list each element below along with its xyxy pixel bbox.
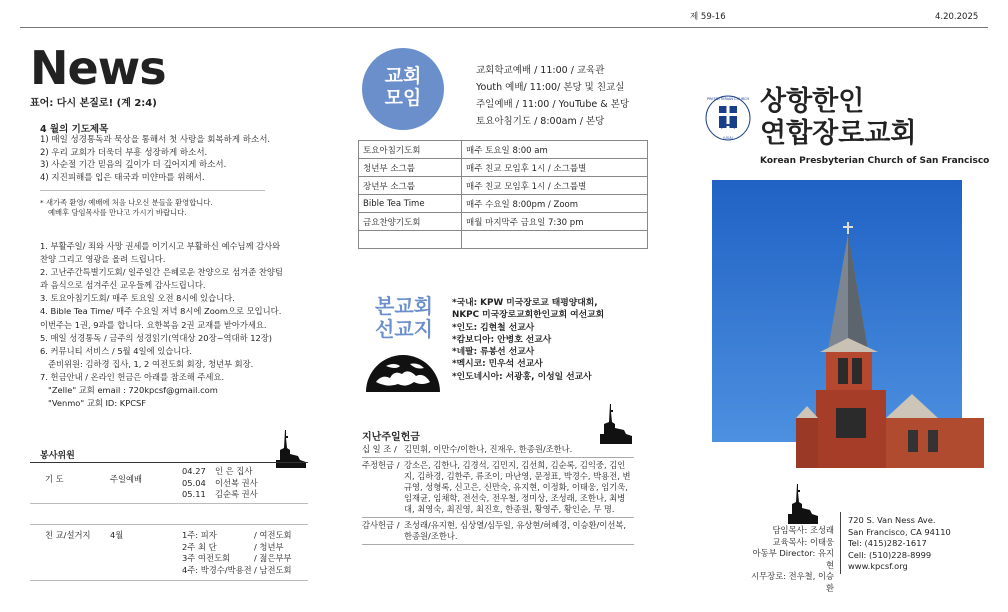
staff-item: 담임목사: 조성래 xyxy=(772,525,834,535)
seal-text: PRESBYTERIAN CHURCH xyxy=(706,97,750,101)
serve-row: 1주: 피자 / 여전도회 xyxy=(182,530,292,540)
announcement-line: 준비위원: 김하경 집사, 1, 2 여전도회 회장, 청년부 회장. xyxy=(48,358,254,369)
meeting-schedule-table xyxy=(358,140,648,249)
news-title: News xyxy=(30,41,166,95)
serve-greet-label: 친 교/설거지 xyxy=(45,530,91,540)
announcement-line: 과 음식으로 섬겨주신 교우들께 감사드립니다. xyxy=(40,280,206,291)
staff-item: 아동부 Director: 유지현 xyxy=(752,548,834,570)
welcome-line: 예배후 담임목사를 만나고 가시기 바랍니다. xyxy=(48,208,187,217)
worship-time: 토요아침기도 / 8:00am / 본당 xyxy=(476,116,605,127)
presbyterian-seal-logo xyxy=(704,94,752,142)
mission-title-line: 선교지 xyxy=(375,317,433,341)
church-name-line: 연합장로교회 xyxy=(760,118,917,149)
serve-prayer-service: 주일예배 xyxy=(110,474,143,484)
staff-item: 교육목사: 이태웅 xyxy=(772,536,834,547)
prayer-item: 2) 우리 교회가 더욱더 부흥 성장하게 하소서. xyxy=(40,147,208,158)
church-address xyxy=(848,515,951,573)
table-row: 청년부 소그룹 매주 친교 모임후 1시 / 소그룹별 xyxy=(359,159,648,177)
mission-title-line: 본교회 xyxy=(375,294,433,318)
issue-date: 4.20.2025 xyxy=(935,12,979,22)
seal-text: (USA) xyxy=(723,136,733,140)
worship-time: Youth 예배/ 11:00/ 본당 및 친교실 xyxy=(476,82,625,93)
welcome-note xyxy=(40,198,213,218)
announcement-line: 찬양 그리고 영광을 올려 드립니다. xyxy=(40,254,166,265)
website-link[interactable]: www.kpcsf.org xyxy=(848,561,908,571)
staff-item: 시무장로: 전우철, 이승환 xyxy=(751,571,834,593)
church-name xyxy=(760,86,917,150)
mission-item: *국내: KPW 미국장로교 태평양대회, xyxy=(452,298,598,308)
worship-times xyxy=(476,62,629,130)
table-row: Bible Tea Time 매주 수요일 8:00pm / Zoom xyxy=(359,195,648,213)
offering-title: 지난주일헌금 xyxy=(362,432,420,443)
mission-item: NKPC 미국장로교회한인교회 여선교회 xyxy=(452,310,605,321)
announcements xyxy=(40,240,283,410)
serve-row: 3주 여전도회 / 젊은부부 xyxy=(182,553,292,563)
announcement-line: 이번주는 1권, 9과를 합니다. 요한복음 2권 교재를 받아가세요. xyxy=(40,319,267,330)
church-steeple-photo xyxy=(712,180,984,468)
table-row: 금요찬양기도회 매월 마지막주 금요일 7:30 pm xyxy=(359,213,648,231)
prayer-item: 1) 매일 성경통독과 묵상을 통해서 첫 사랑을 회복하게 하소서. xyxy=(40,135,271,145)
offering-row: 십 일 조 / 김민휘, 이만수/이한나, 진재우, 한종원/조한나. xyxy=(362,442,634,458)
serve-row: 2주 최 단 / 청년부 xyxy=(182,541,284,552)
church-motto: 표어: 다시 본질로! (계 2:4) xyxy=(30,98,157,109)
mission-title xyxy=(362,295,446,341)
divider xyxy=(40,190,265,191)
serve-divider xyxy=(30,462,308,463)
worship-badge-line: 모임 xyxy=(384,87,422,109)
church-silhouette-icon xyxy=(600,404,632,444)
serve-divider xyxy=(30,524,308,525)
worship-time: 교회학교예배 / 11:00 / 교육관 xyxy=(476,65,605,76)
table-row xyxy=(359,231,648,249)
announcement-line: 7. 헌금안내 / 온라인 헌금은 아래를 참조해 주세요. xyxy=(40,371,225,382)
serve-greet-month: 4월 xyxy=(110,530,124,540)
prayer-item: 3) 사순절 기간 믿음의 깊이가 더 깊어지게 하소서. xyxy=(40,160,227,170)
serve-greet-rows xyxy=(182,530,292,576)
announcement-line: 1. 부활주일/ 죄와 사망 권세를 이기시고 부활하신 예수님께 감사와 xyxy=(40,241,281,251)
offering-list xyxy=(362,442,634,545)
serve-row: 05.04 이선복 권사 xyxy=(182,477,258,488)
serve-row: 4주: 박경수/박용전 / 남전도회 xyxy=(182,564,292,575)
announcement-line: 5. 매일 성경통독 / 금주의 성경읽기(역대상 20장~역대하 12장) xyxy=(40,332,273,343)
serve-prayer-rows xyxy=(182,466,258,501)
globe-icon xyxy=(364,352,442,392)
top-divider xyxy=(20,27,988,28)
staff-list xyxy=(746,525,834,594)
mission-item: *네팔: 류봉선 선교사 xyxy=(452,347,535,358)
serve-prayer-label: 기 도 xyxy=(45,474,64,484)
address-line: 720 S. Van Ness Ave. xyxy=(848,515,936,525)
church-name-english: Korean Presbyterian Church of San Francisco xyxy=(760,156,990,166)
announcement-line: "Venmo" 교회 ID: KPCSF xyxy=(48,398,147,409)
serve-divider xyxy=(30,580,308,581)
mission-list xyxy=(452,297,604,383)
welcome-line: * 새가족 환영/ 예배에 처음 나오신 분들을 환영합니다. xyxy=(40,198,213,207)
mission-item: *인도네시아: 서광홍, 이성일 선교사 xyxy=(452,371,592,382)
serve-row: 04.27 인 은 집사 xyxy=(182,466,253,476)
offering-row: 감사헌금 / 조성래/유지현, 심상열/심두일, 유상현/허혜경, 이승환/이선복, 한종원/조한나. xyxy=(362,518,634,545)
church-silhouette-icon xyxy=(788,484,818,524)
serve-title: 봉사위원 xyxy=(40,451,75,461)
worship-badge xyxy=(362,48,444,130)
address-line: San Francisco, CA 94110 xyxy=(848,526,951,537)
prayer-title: 4 월의 기도제목 xyxy=(40,124,109,135)
worship-badge-line: 교회 xyxy=(384,65,422,87)
address-line: Cell: (510)228-8999 xyxy=(848,549,932,560)
announcement-line: 4. Bible Tea Time/ 매주 수요일 저녁 8시에 Zoom으로 모입니다. xyxy=(40,306,282,317)
address-line: Tel: (415)282-1617 xyxy=(848,538,927,548)
serve-row: 05.11 김순록 권사 xyxy=(182,489,258,499)
worship-time: 주일예배 / 11:00 / YouTube & 본당 xyxy=(476,99,629,110)
mission-item: *인도: 김현철 선교사 xyxy=(452,322,535,333)
announcement-line: 3. 토요아침기도회/ 매주 토요일 오전 8시에 있습니다. xyxy=(40,293,235,304)
divider xyxy=(840,512,841,574)
mission-item: *멕시코: 민우석 선교사 xyxy=(452,359,543,370)
prayer-item: 4) 지진피해를 입은 태국과 미얀마를 위해서. xyxy=(40,172,205,183)
announcement-line: 6. 커뮤니티 서비스 / 5월 4일에 있습니다. xyxy=(40,345,192,356)
announcement-line: 2. 고난주간특별기도회/ 일주일간 은혜로운 찬양으로 섬겨준 찬양팀 xyxy=(40,267,283,278)
table-row: 장년부 소그룹 매주 친교 모임후 1시 / 소그룹별 xyxy=(359,177,648,195)
table-row: 토요아침기도회 매주 토요일 8:00 am xyxy=(359,141,648,159)
mission-item: *캄보디아: 안병호 선교사 xyxy=(452,334,552,345)
serve-divider xyxy=(30,503,308,504)
church-name-line: 상항한인 xyxy=(760,86,865,117)
offering-row: 주정헌금 / 강소은, 김한나, 김경석, 김민지, 김선희, 김순록, 김익중, 김인지, 김하경, 김한주, 류조이, 마난영, 문정표, 박경수, 박용전, 변규영, 성형록, 신고은, 신만숙, 유지현, 이정화, 이태웅, 임기욱, 임재균, 임채학, 전선숙, 전우철, 정미상, 조성래, 조한나, 최병대, 최영숙, 최진영, 최진호, 한종원, 황영주, 황인순, 무 명. xyxy=(362,458,634,518)
announcement-line: "Zelle" 교회 email : 720kpcsf@gmail.com xyxy=(48,385,218,396)
issue-number: 제 59-16 xyxy=(690,12,726,22)
prayer-list xyxy=(40,134,270,184)
